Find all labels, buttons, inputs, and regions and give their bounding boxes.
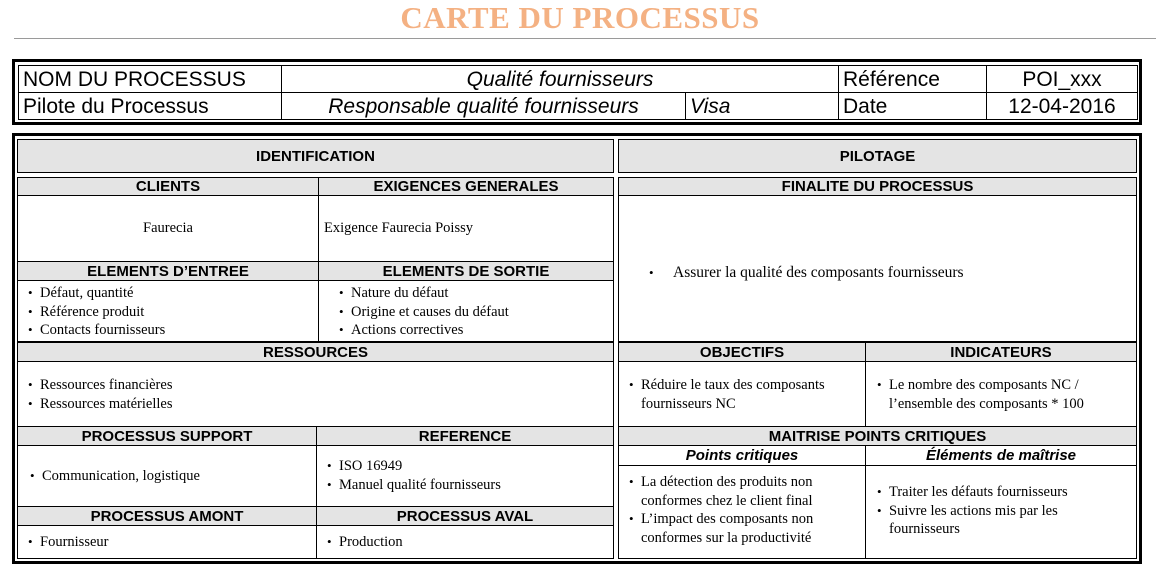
list-item: • L’impact des composants non conformes sur la productivité [623,510,861,547]
nom-processus-label: NOM DU PROCESSUS [18,65,282,93]
finalite-header: FINALITE DU PROCESSUS [618,177,1137,196]
exigences-header: EXIGENCES GENERALES [318,177,614,196]
list-item: • Défaut, quantité [22,284,318,303]
list-item: • Communication, logistique [24,467,316,486]
list-item: • Nature du défaut [333,284,613,303]
list-item: • Contacts fournisseurs [22,321,318,340]
entree-list [17,280,319,342]
reference-value: POI_xxx [986,65,1138,93]
pilote-label: Pilote du Processus [18,92,282,120]
list-item: • Manuel qualité fournisseurs [321,476,613,495]
finalite-list [618,195,1137,342]
indicateurs-header: INDICATEURS [865,342,1137,362]
list-item: • ISO 16949 [321,457,613,476]
list-item: • Ressources financières [22,376,613,395]
sortie-header: ELEMENTS DE SORTIE [318,261,614,281]
list-item: • Fournisseur [22,533,316,552]
list-item: • Référence produit [22,303,318,322]
reference-list [316,445,614,507]
objectifs-list [618,361,866,427]
list-item: • Réduire le taux des composants fournisseurs NC [623,376,861,413]
pilote-value: Responsable qualité fournisseurs [281,92,686,120]
page-title: CARTE DU PROCESSUS [400,0,760,35]
list-item: • La détection des produits non conformes chez le client final [623,473,861,510]
amont-header: PROCESSUS AMONT [17,506,317,526]
process-header-table [12,59,1142,125]
aval-list [316,525,614,559]
aval-header: PROCESSUS AVAL [316,506,614,526]
list-item: • Assurer la qualité des composants fournisseurs [643,264,1136,283]
process-map-table [12,133,1142,564]
list-item: • Ressources matérielles [22,395,613,414]
list-item: • Production [321,533,613,552]
points-critiques-list [618,465,866,559]
maitrise-header: MAITRISE POINTS CRITIQUES [618,426,1137,446]
objectifs-header: OBJECTIFS [618,342,866,362]
ressources-header: RESSOURCES [17,342,614,362]
support-header: PROCESSUS SUPPORT [17,426,317,446]
list-item: • Actions correctives [333,321,613,340]
clients-header: CLIENTS [17,177,319,196]
support-list [17,445,317,507]
list-item: • Traiter les défauts fournisseurs [871,483,1132,502]
points-critiques-header: Points critiques [618,445,866,466]
date-value: 12-04-2016 [986,92,1138,120]
entree-header: ELEMENTS D’ENTREE [17,261,319,281]
nom-processus-value: Qualité fournisseurs [281,65,839,93]
indicateurs-list [865,361,1137,427]
reference-label: Référence [838,65,987,93]
pilotage-header: PILOTAGE [618,139,1137,173]
title-divider [14,38,1156,39]
identification-header: IDENTIFICATION [17,139,614,173]
visa-label: Visa [685,92,839,120]
sortie-list [318,280,614,342]
list-item: • Origine et causes du défaut [333,303,613,322]
clients-value: Faurecia [17,195,319,262]
reference-header: REFERENCE [316,426,614,446]
date-label: Date [838,92,987,120]
list-item: • Le nombre des composants NC / l’ensemble des composants * 100 [871,376,1132,413]
ressources-list [17,361,614,427]
list-item: • Suivre les actions mis par les fournisseurs [871,502,1132,539]
exigences-value: Exigence Faurecia Poissy [318,195,614,262]
elements-maitrise-list [865,465,1137,559]
elements-maitrise-header: Éléments de maîtrise [865,445,1137,466]
amont-list [17,525,317,559]
